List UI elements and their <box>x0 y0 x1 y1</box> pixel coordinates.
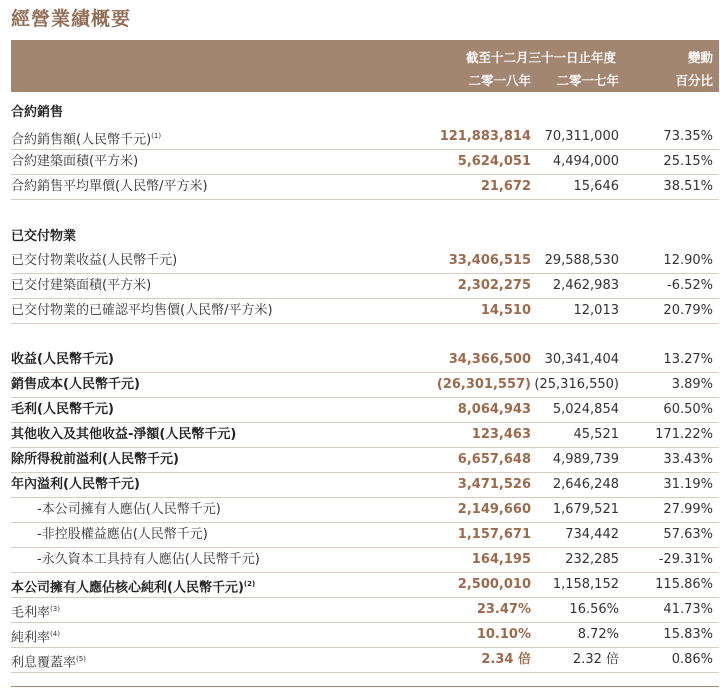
row-label: 純利率$^{(4)}$ <box>11 630 60 646</box>
value-change: -29.31% <box>658 552 713 567</box>
value-2018: 10.10% <box>476 627 531 642</box>
value-2017: 4,494,000 <box>552 154 619 169</box>
row-label: 合約建築面積(平方米) <box>11 154 139 169</box>
value-2018: 14,510 <box>480 303 531 318</box>
value-2017: (25,316,550) <box>534 377 619 392</box>
table-row <box>11 622 719 648</box>
table-header <box>11 40 719 92</box>
table-row <box>11 422 719 448</box>
footnote-ref: (4) <box>50 630 60 638</box>
value-2017: 1,679,521 <box>552 502 619 517</box>
value-2018: 123,463 <box>471 427 531 442</box>
table-row <box>11 597 719 623</box>
row-label: 毛利率$^{(3)}$ <box>11 605 60 621</box>
value-change: 13.27% <box>663 352 713 367</box>
footnote-ref: (1) <box>151 132 162 140</box>
value-2017: 734,442 <box>565 527 619 542</box>
value-2017: 45,521 <box>573 427 619 442</box>
value-2017: 16.56% <box>569 602 619 617</box>
header-change: 變動 <box>687 50 713 65</box>
value-change: 115.86% <box>655 577 713 592</box>
value-change: 31.19% <box>663 477 713 492</box>
row-label: 除所得稅前溢利(人民幣千元) <box>11 452 179 467</box>
row-label: 本公司擁有人應佔核心純利(人民幣千元)$^{(2)}$ <box>11 580 256 596</box>
value-change: 60.50% <box>663 402 713 417</box>
row-label: 利息覆蓋率$^{(5)}$ <box>11 655 86 671</box>
value-2017: 29,588,530 <box>544 253 619 268</box>
table-row <box>11 248 719 274</box>
value-change: -6.52% <box>667 278 713 293</box>
value-2018: 23.47% <box>476 602 531 617</box>
value-2018: (26,301,557) <box>436 377 531 392</box>
table-row <box>11 647 719 673</box>
table-row <box>11 174 719 200</box>
value-change: 20.79% <box>663 303 713 318</box>
row-label: 已交付物業 <box>11 229 77 244</box>
value-2018: 2,302,275 <box>457 278 531 293</box>
value-2017: 30,341,404 <box>544 352 619 367</box>
value-2017: 2,646,248 <box>552 477 619 492</box>
table-row <box>11 347 719 373</box>
value-change: 0.86% <box>671 652 713 667</box>
value-2018: 21,672 <box>480 179 531 194</box>
row-label: 毛利(人民幣千元) <box>11 402 114 417</box>
header-year-2018: 二零一八年 <box>468 73 531 88</box>
footnote-ref: (3) <box>50 605 60 613</box>
row-label: 銷售成本(人民幣千元) <box>11 377 140 392</box>
value-2018: 6,657,648 <box>457 452 531 467</box>
value-2018: 8,064,943 <box>457 402 531 417</box>
value-2018: 164,195 <box>471 552 531 567</box>
value-2017: 12,013 <box>573 303 619 318</box>
table-row <box>11 497 719 523</box>
value-2017: 232,285 <box>565 552 619 567</box>
table-row <box>11 298 719 324</box>
table-row <box>11 372 719 398</box>
table-row <box>11 149 719 175</box>
value-change: 3.89% <box>671 377 713 392</box>
header-year-2017: 二零一七年 <box>556 73 619 88</box>
page-title: 經營業績概要 <box>11 8 132 30</box>
value-change: 33.43% <box>663 452 713 467</box>
value-2017: 2.32 倍 <box>572 652 619 667</box>
row-label: -非控股權益應佔(人民幣千元) <box>37 527 208 542</box>
row-label: 已交付物業收益(人民幣千元) <box>11 253 178 268</box>
section-heading <box>11 224 719 249</box>
row-label: 其他收入及其他收益-淨額(人民幣千元) <box>11 427 237 442</box>
value-change: 41.73% <box>663 602 713 617</box>
section-heading <box>11 100 719 125</box>
table-row <box>11 522 719 548</box>
value-change: 25.15% <box>663 154 713 169</box>
value-2017: 4,989,739 <box>552 452 619 467</box>
row-label: -永久資本工具持有人應佔(人民幣千元) <box>37 552 260 567</box>
value-2017: 70,311,000 <box>544 129 619 144</box>
table-row <box>11 447 719 473</box>
value-2017: 15,646 <box>573 179 619 194</box>
value-2017: 8.72% <box>577 627 619 642</box>
value-2018: 34,366,500 <box>448 352 531 367</box>
value-change: 27.99% <box>663 502 713 517</box>
bottom-rule <box>11 686 719 687</box>
row-label: 已交付建築面積(平方米) <box>11 278 152 293</box>
value-2018: 2,500,010 <box>457 577 531 592</box>
value-change: 15.83% <box>663 627 713 642</box>
header-period: 截至十二月三十一日止年度 <box>465 50 616 65</box>
value-2018: 2.34 倍 <box>481 652 531 667</box>
footnote-ref: (5) <box>76 655 86 663</box>
footnote-ref: (2) <box>243 580 256 588</box>
table-row <box>11 124 719 150</box>
value-change: 57.63% <box>663 527 713 542</box>
row-label: 已交付物業的已確認平均售價(人民幣/平方米) <box>11 303 273 318</box>
row-label: 合約銷售 <box>11 105 64 120</box>
header-percentage: 百分比 <box>675 73 713 88</box>
value-2018: 121,883,814 <box>439 129 531 144</box>
value-2018: 2,149,660 <box>457 502 531 517</box>
value-2018: 1,157,671 <box>457 527 531 542</box>
value-change: 171.22% <box>655 427 713 442</box>
value-change: 12.90% <box>663 253 713 268</box>
row-label: 合約銷售額(人民幣千元)$^{(1)}$ <box>11 132 162 148</box>
table-row <box>11 397 719 423</box>
value-change: 73.35% <box>663 129 713 144</box>
row-label: 年內溢利(人民幣千元) <box>11 477 140 492</box>
table-row <box>11 472 719 498</box>
value-2018: 5,624,051 <box>457 154 531 169</box>
value-2017: 1,158,152 <box>552 577 619 592</box>
row-label: 收益(人民幣千元) <box>11 352 114 367</box>
table-row <box>11 547 719 573</box>
row-label: -本公司擁有人應佔(人民幣千元) <box>37 502 221 517</box>
value-2017: 5,024,854 <box>552 402 619 417</box>
row-label: 合約銷售平均單價(人民幣/平方米) <box>11 179 208 194</box>
value-2018: 33,406,515 <box>448 253 531 268</box>
value-2018: 3,471,526 <box>457 477 531 492</box>
table-row <box>11 572 719 598</box>
table-row <box>11 273 719 299</box>
value-2017: 2,462,983 <box>552 278 619 293</box>
value-change: 38.51% <box>663 179 713 194</box>
